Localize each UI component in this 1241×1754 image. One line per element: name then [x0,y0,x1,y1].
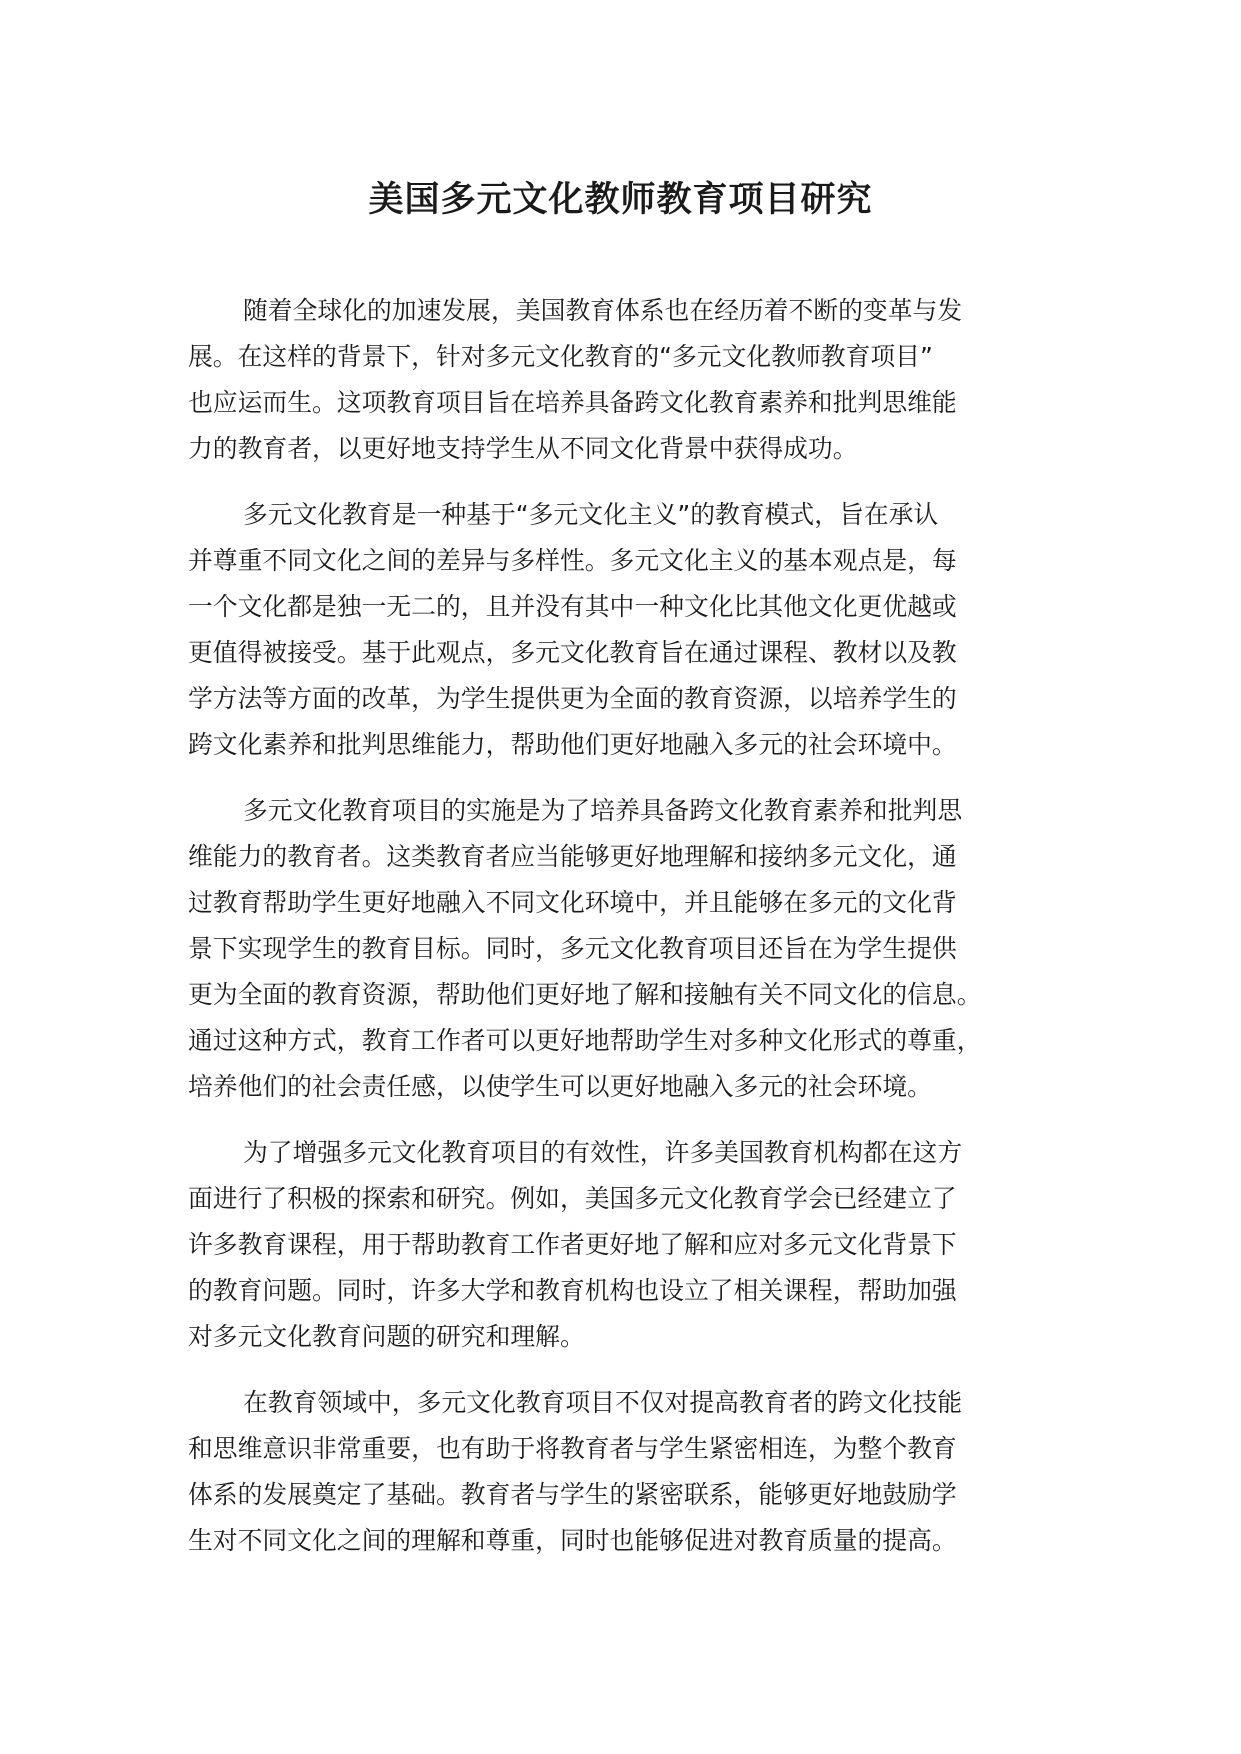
paragraph-line: 景下实现学生的教育目标。同时，多元文化教育项目还旨在为学生提供 [188,934,957,963]
paragraph-line: 在教育领域中，多元文化教育项目不仅对提高教育者的跨文化技能 [243,1388,963,1417]
paragraph-line: 多元文化教育是一种基于“多元文化主义”的教育模式，旨在承认 [243,500,939,529]
paragraph-line: 的教育问题。同时，许多大学和教育机构也设立了相关课程，帮助加强 [188,1276,957,1305]
paragraph-line: 学方法等方面的改革，为学生提供更为全面的教育资源，以培养学生的 [188,684,957,713]
paragraph-line: 展。在这样的背景下，针对多元文化教育的“多元文化教师教育项目” [188,342,933,371]
paragraph-line: 面进行了积极的探索和研究。例如，美国多元文化教育学会已经建立了 [188,1184,957,1213]
paragraph-line: 力的教育者，以更好地支持学生从不同文化背景中获得成功。 [188,434,858,463]
paragraph-line: 体系的发展奠定了基础。教育者与学生的紧密联系，能够更好地鼓励学 [188,1480,957,1509]
paragraph-line: 更值得被接受。基于此观点，多元文化教育旨在通过课程、教材以及教 [188,638,957,667]
paragraph [188,1380,1238,1564]
paragraph-line: 生对不同文化之间的理解和尊重，同时也能够促进对教育质量的提高。 [188,1526,957,1555]
paragraph-line: 并尊重不同文化之间的差异与多样性。多元文化主义的基本观点是，每 [188,546,957,575]
paragraph-line: 通过这种方式，教育工作者可以更好地帮助学生对多种文化形式的尊重， [188,1026,982,1055]
paragraph-line: 一个文化都是独一无二的，且并没有其中一种文化比其他文化更优越或 [188,592,957,621]
paragraph-line: 对多元文化教育问题的研究和理解。 [188,1322,585,1351]
paragraph [188,1130,1238,1360]
paragraph-line: 随着全球化的加速发展，美国教育体系也在经历着不断的变革与发 [243,296,963,325]
paragraph [188,288,1238,472]
paragraph [188,492,1238,768]
paragraph-line: 更为全面的教育资源，帮助他们更好地了解和接触有关不同文化的信息。 [188,980,982,1009]
document-title: 美国多元文化教师教育项目研究 [368,180,873,220]
paragraph-line: 跨文化素养和批判思维能力，帮助他们更好地融入多元的社会环境中。 [188,730,957,759]
paragraph-line: 培养他们的社会责任感，以使学生可以更好地融入多元的社会环境。 [188,1072,932,1101]
document-body [188,288,1238,1584]
paragraph-line: 也应运而生。这项教育项目旨在培养具备跨文化教育素养和批判思维能 [188,388,957,417]
paragraph-line: 多元文化教育项目的实施是为了培养具备跨文化教育素养和批判思 [243,796,963,825]
paragraph-line: 过教育帮助学生更好地融入不同文化环境中，并且能够在多元的文化背 [188,888,957,917]
paragraph-line: 为了增强多元文化教育项目的有效性，许多美国教育机构都在这方 [243,1138,963,1167]
paragraph-line: 维能力的教育者。这类教育者应当能够更好地理解和接纳多元文化，通 [188,842,957,871]
paragraph-line: 许多教育课程，用于帮助教育工作者更好地了解和应对多元文化背景下 [188,1230,957,1259]
paragraph [188,788,1238,1110]
paragraph-line: 和思维意识非常重要，也有助于将教育者与学生紧密相连，为整个教育 [188,1434,957,1463]
